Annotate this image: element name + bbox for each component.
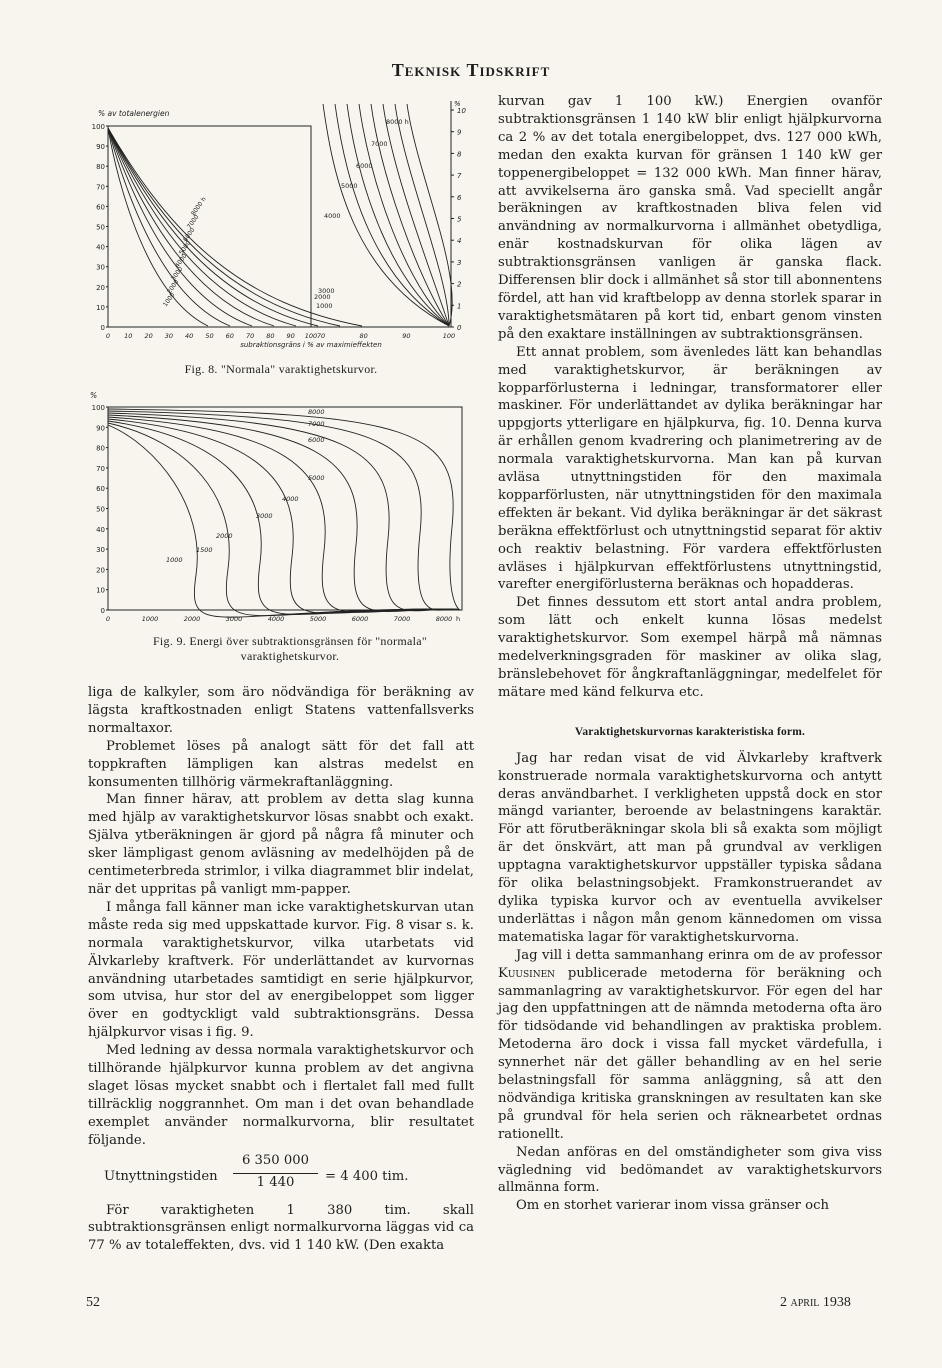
- fig8-x-tick: 60: [225, 332, 234, 340]
- fig9-curve-label: 8000: [308, 408, 325, 416]
- fig8-left-curve-label: 5000: [177, 239, 193, 257]
- author-name: Kuusinen: [498, 965, 556, 981]
- fig9-y-tick: 20: [96, 566, 105, 575]
- fig9-curve: [108, 417, 454, 612]
- fig8-right-y-tick: 3: [457, 258, 462, 267]
- fig8-left-curve-label: 3000: [169, 265, 185, 283]
- fig8-x-tick: 70: [245, 332, 255, 340]
- fig8-right-curve-label: 4000: [324, 212, 341, 220]
- left-column: [88, 684, 474, 1255]
- fig8-right-x-tick: 100: [442, 332, 456, 340]
- fig8-y-tick: 80: [96, 163, 105, 172]
- figure-8-chart: [86, 96, 476, 356]
- fig8-right-y-tick: 7: [457, 172, 462, 181]
- formula-denominator: 1 440: [256, 1174, 295, 1190]
- fig8-right-curve-label: 8000 h: [386, 118, 409, 126]
- fig9-y-tick: 90: [96, 424, 105, 433]
- fig8-right-curve: [395, 104, 449, 326]
- fig9-x-tick: 1000: [141, 615, 159, 623]
- fig9-y-tick: 0: [100, 607, 105, 615]
- section-heading: Varaktighetskurvornas karakteristiska form.: [574, 725, 806, 738]
- figure-9-caption-line1: Fig. 9. Energi över subtraktionsgränsen för "normala": [152, 634, 428, 648]
- fig8-right-ylabel: %: [454, 100, 461, 108]
- fig8-x-tick: 20: [144, 332, 153, 340]
- fig8-right-curve: [407, 104, 452, 326]
- fig8-curves: [108, 104, 452, 326]
- paragraph: Jag har redan visat de vid Älvkarleby kraftverk konstruerade normala varaktighetskurvorna och antytt deras användbarhet. I verkligheten uppstå dock en stor mängd varianter, beroende av belastningens karaktär. För att förutberäkningar skola bli så exakta som möjligt är det önskvärt, att man på grundval av verkligen upptagna varaktighetskurvor uppställer typiska sådana för olika belastningsobjekt. Framkonstruerandet av dylika typiska kurvor och av eventuella avvikelser underlättas i någon mån genom kännedomen om vissa matematiska lagar för varaktighetskurvorna.: [498, 750, 882, 945]
- fig8-x-tick: 100: [304, 332, 318, 340]
- fig8-left-curve-label: 8000 h: [189, 195, 208, 218]
- formula-label: Utnyttningstiden: [104, 1168, 218, 1184]
- fig8-right-curve: [335, 104, 449, 326]
- fig8-right-curve-label: 6000: [356, 162, 373, 170]
- fig8-right-y-tick: 8: [457, 150, 462, 159]
- fig8-ylabel: % av totalenergien: [98, 109, 170, 118]
- fig9-curve-label: 7000: [308, 420, 325, 428]
- paragraph: [498, 947, 882, 1144]
- fig9-y-tick: 80: [96, 444, 105, 453]
- fig9-x-unit: h: [456, 615, 461, 623]
- fig8-y-tick: 100: [91, 123, 105, 131]
- fig8-left-frame: [108, 126, 311, 327]
- fig9-curve: [108, 423, 454, 616]
- fig8-right-x-tick: 70: [316, 332, 326, 340]
- fig8-x-tick: 50: [205, 332, 214, 340]
- fig9-curve-label: 3000: [256, 512, 273, 520]
- fig8-y-tick: 30: [96, 263, 105, 272]
- fig9-x-tick: 3000: [225, 615, 243, 623]
- figure-8-caption: Fig. 8. "Normala" varaktighetskurvor.: [184, 362, 378, 376]
- fig8-right-y-tick: 2: [457, 280, 462, 289]
- fig8-right-y-tick: 5: [457, 215, 462, 224]
- fig9-curve-label: 5000: [308, 474, 325, 482]
- fig8-x-tick: 90: [286, 332, 295, 340]
- formula: [88, 1152, 474, 1200]
- fig9-curve-label: 4000: [282, 495, 299, 503]
- fig8-right-curve-label: 1000: [316, 302, 333, 310]
- fig8-left-curve: [108, 128, 318, 326]
- fig9-x-tick: 5000: [309, 615, 327, 623]
- fig9-y-tick: 60: [96, 485, 105, 494]
- fig8-xlabel: subraktionsgräns i % av maximieffekten: [240, 341, 382, 349]
- fig9-y-tick: 50: [96, 505, 105, 514]
- fig9-curves: [108, 409, 460, 617]
- paragraph: Med ledning av dessa normala varaktighetskurvor och tillhörande hjälpkurvor kunna problem av det angivna slaget lösas mycket snabbt och i flertalet fall med fullt tillräcklig noggrannhet. Om man i det ovan behandlade exemplet använder normalkurvorna, blir resultatet följande.: [88, 1043, 474, 1148]
- fig8-left-curve: [108, 128, 252, 326]
- figure-9-caption: [100, 634, 480, 664]
- page-number: 52: [86, 1295, 100, 1310]
- formula-numerator: 6 350 000: [241, 1152, 310, 1168]
- fig8-y-tick: 40: [96, 243, 105, 252]
- fig9-x-tick: 7000: [393, 615, 411, 623]
- fig8-y-tick: 50: [96, 223, 105, 232]
- fig8-axes: [106, 101, 454, 327]
- fig8-y-tick: 90: [96, 143, 105, 152]
- right-column: [498, 93, 882, 1215]
- fig9-x-tick: 4000: [267, 615, 285, 623]
- fig8-y-tick: 10: [96, 303, 105, 312]
- fig9-curve-label: 2000: [216, 532, 233, 540]
- figure-9-caption-line2: varaktighetskurvor.: [240, 649, 340, 663]
- fig9-curve: [108, 421, 454, 614]
- fig9-curve: [108, 409, 460, 610]
- fig9-x-tick: 0: [105, 615, 111, 623]
- fig8-left-curve: [108, 128, 296, 326]
- fig8-x-tick: 0: [105, 332, 111, 340]
- fig8-right-curve-label: 3000: [318, 287, 335, 295]
- paragraph: Man finner härav, att problem av detta slag kunna med hjälp av varaktighetskurvor lösas snabbt och exakt. Själva ytberäkningen är gjord på några få minuter och sker lämpligast genom avläsning av medelhöjden på de centimeterbreda strimlor, i vilka diagrammet blir indelat, när det uppritas på vanligt mm-papper.: [88, 792, 474, 897]
- paragraph: Det finnes dessutom ett stort antal andra problem, som lätt och enkelt kunna lösas medelst varaktighetskurvor. Som exempel härpå må nämnas medelverkningsgraden för maskiner av olika slag, bränslebehovet för ångkraftanläggningar, medelfelet för mätare med känd felkurva etc.: [498, 595, 882, 700]
- fig9-curve: [108, 419, 454, 613]
- fig8-x-tick: 80: [266, 332, 275, 340]
- fig8-x-tick: 10: [124, 332, 133, 340]
- journal-title: Teknisk Tidskrift: [391, 60, 551, 80]
- fig9-y-tick: 10: [96, 586, 105, 595]
- fig9-frame: [108, 407, 462, 610]
- fig9-axes: [106, 407, 462, 610]
- fig8-right-x-tick: 80: [359, 332, 368, 340]
- fig8-left-curve-label: 2000: [165, 278, 181, 296]
- fig8-right-y-tick: 9: [457, 128, 462, 137]
- paragraph: Ett annat problem, som ävenledes lätt kan behandlas med varaktighetskurvor, är beräkningen av kopparförlusterna i ledningar, transformatorer eller maskiner. För underlättandet av dylika beräkningar har uppgjorts ytterligare en hjälpkurva, fig. 10. Denna kurva är erhållen genom kvadrering och planimetrering av de normala varaktighetskurvorna. Man kan på kurvan avläsa utnyttningstiden för den maximala kopparförlusten, när utnyttningstiden för den maximala effekten är bekant. Vid dylika beräkningar är det säkrast beräkna effektförlust och utnyttningstid separat för aktiv och reaktiv belastning. För vardera effektförlusten avläses i hjälpkurvan effektförlustens utnyttningstid, varefter energiförlusterna beräknas och hopadderas.: [498, 344, 882, 593]
- fig9-y-tick: 40: [96, 525, 105, 534]
- fig9-curve-label: 1500: [196, 546, 213, 554]
- fig8-right-curve-label: 2000: [314, 293, 331, 301]
- fig8-y-tick: 70: [96, 183, 105, 192]
- fig9-curve: [108, 413, 454, 611]
- fig8-left-curve-label: 6000: [181, 226, 197, 244]
- paragraph: kurvan gav 1 100 kW.) Energien ovanför subtraktionsgränsen 1 140 kW blir enligt hjälpkurvorna ca 2 % av det totala energibeloppet, dvs. 127 000 kWh, medan den exakta kurvan för gränsen 1 140 kW ger toppenergibeloppet = 132 000 kWh. Man finner härav, att avvikelserna äro ganska små. Vad speciellt angår beräkningen av kraftkostnaden bliva felen vid användning av normalkurvorna i allmänhet obetydliga, enär kostnadskurvan för olika lägen av subtraktionsgränsen vanligen är ganska flack. Differensen blir dock i allmänhet så stor till abonnentens fördel, att han vid kraftbelopp av denna storlek sparar in varaktighetsmätaren på kort tid, enbart genom vinsten på den exaktare inställningen av subtraktionsgränsen.: [498, 94, 882, 342]
- issue-date: 2 april 1938: [780, 1295, 851, 1310]
- fig8-left-curve-label: 1000: [161, 291, 177, 309]
- fig9-curve: [108, 411, 454, 610]
- fig8-left-curve-label: 7000: [185, 213, 201, 231]
- figure-9-chart: [86, 386, 476, 626]
- paragraph: Problemet löses på analogt sätt för det fall att toppkraften lämpligen kan alstras medelst en konsumenten tillhörig värmekraftanläggning.: [88, 738, 474, 790]
- fig9-y-tick: 30: [96, 546, 105, 555]
- paragraph: liga de kalkyler, som äro nödvändiga för beräkning av lägsta kraftkostnaden enligt Statens vattenfallsverks normaltaxor.: [88, 685, 474, 736]
- fig8-x-tick: 30: [164, 332, 174, 340]
- fig8-right-curve-label: 5000: [341, 182, 358, 190]
- text-run: Jag vill i detta sammanhang erinra om de av professor: [516, 947, 882, 963]
- paragraph: För varaktigheten 1 380 tim. skall subtraktionsgränsen enligt normalkurvorna läggas vid ca 77 % av totaleffekten, dvs. vid 1 140 kW. (Den exakta: [88, 1202, 474, 1254]
- fig9-curve: [108, 415, 454, 612]
- fig9-curve-label: 1000: [166, 556, 183, 564]
- fig8-right-y-tick: 4: [457, 237, 462, 246]
- paragraph: I många fall känner man icke varaktighetskurvan utan måste reda sig med uppskattade kurvor. Fig. 8 visar s. k. normala varaktighetskurvor, vilka utarbetats vid Älvkarleby kraftverk. För underlättandet av kurvornas användning utarbetades samtidigt en serie hjälpkurvor, som utvisa, hur stor del av energibeloppet som ligger över en godtyckligt vald subtraktionsgräns. Dessa hjälpkurvor visas i fig. 9.: [88, 899, 474, 1041]
- fig9-x-tick: 6000: [351, 615, 369, 623]
- fig8-left-curve-label: 4000: [173, 252, 189, 270]
- fig8-right-y-tick: 1: [457, 302, 462, 311]
- formula-result: = 4 400 tim.: [325, 1168, 409, 1184]
- fig9-ylabel: %: [90, 391, 98, 400]
- fig9-curve-label: 6000: [308, 436, 325, 444]
- fig8-right-curve-label: 7000: [371, 140, 388, 148]
- fig8-right-y-tick: 10: [457, 107, 466, 115]
- fig9-x-tick: 8000: [435, 615, 453, 623]
- paragraph: Om en storhet varierar inom vissa gränser och: [516, 1198, 829, 1214]
- fig8-right-x-tick: 90: [402, 332, 411, 340]
- fig8-right-y-tick: 0: [457, 324, 462, 332]
- paragraph: Nedan anföras en del omständigheter som giva viss vägledning vid bedömandet av varaktighetskurvors allmänna form.: [498, 1144, 882, 1196]
- fig8-x-tick: 40: [185, 332, 194, 340]
- fig8-y-tick: 60: [96, 203, 105, 212]
- fig9-y-tick: 100: [91, 404, 105, 412]
- fig8-y-tick: 20: [96, 283, 105, 292]
- fig8-y-tick: 0: [100, 324, 105, 332]
- text-run: publicerade metoderna för beräkning och sammanlagring av varaktighetskurvor. För egen del har jag den uppfattningen att de nämnda metoderna ofta äro för tidsödande vid behandlingen av praktiska problem. Metoderna äro dock i vissa fall mycket värdefulla, i synnerhet när det gäller behandling av en hel serie belastningsfall för samma anläggning, så att den nödvändiga kritiska granskningen av resultaten kan ske på grundval för hela serien och räknearbetet ordnas rationellt.: [498, 965, 882, 1142]
- fig9-x-tick: 2000: [183, 615, 201, 623]
- fig9-y-tick: 70: [96, 464, 105, 473]
- fig8-right-y-tick: 6: [457, 193, 462, 202]
